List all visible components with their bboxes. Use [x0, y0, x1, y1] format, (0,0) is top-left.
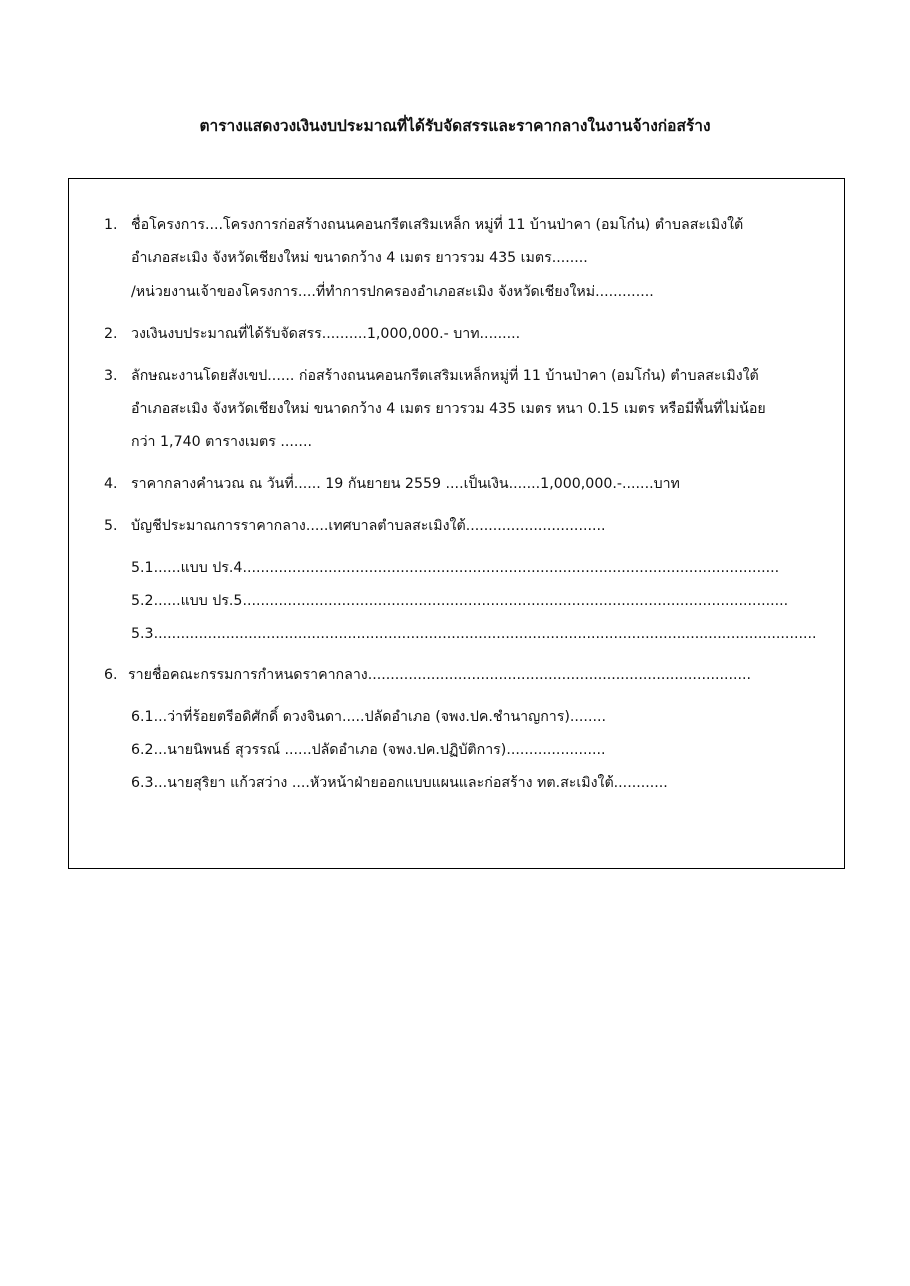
item-4-number: 4.	[104, 476, 118, 492]
item-1-number: 1.	[104, 217, 118, 233]
page-title: ตารางแสดงวงเงินงบประมาณที่ได้รับจัดสรรและราคากลางในงานจ้างก่อสร้าง	[199, 117, 711, 135]
item-3-number: 3.	[104, 368, 118, 384]
item-6-3: 6.3...นายสุริยา แก้วสว่าง ....หัวหน้าฝ่ายออกแบบแผนและก่อสร้าง ทต.สะเมิงใต้............	[131, 775, 668, 791]
item-5-number: 5.	[104, 518, 118, 534]
item-6-label: รายชื่อคณะกรรมการกำหนดราคากลาง.....................................................................................	[128, 667, 752, 683]
item-3-line-3: กว่า 1,740 ตารางเมตร .......	[131, 434, 312, 450]
item-4-line-1: ราคากลางคำนวณ ณ วันที่...... 19 กันยายน 2559 ....เป็นเงิน.......1,000,000.-.......บาท	[131, 476, 680, 492]
item-5-line-1: บัญชีประมาณการราคากลาง.....เทศบาลตำบลสะเมิงใต้...............................	[131, 518, 606, 534]
item-2-number: 2.	[104, 326, 118, 342]
item-1-line-1: ชื่อโครงการ....โครงการก่อสร้างถนนคอนกรีตเสริมเหล็ก หมู่ที่ 11 บ้านป่าคา (อมโก๋น) ตำบลสะเมิงใต้	[131, 217, 744, 233]
item-6-2: 6.2...นายนิพนธ์ สุวรรณ์ ......ปลัดอำเภอ (จพง.ปค.ปฏิบัติการ)......................	[131, 742, 606, 758]
item-3-line-1: ลักษณะงานโดยสังเขป...... ก่อสร้างถนนคอนกรีตเสริมเหล็กหมู่ที่ 11 บ้านป่าคา (อมโก๋น) ตำบลสะเมิงใต้	[131, 368, 759, 384]
item-5-2: 5.2......แบบ ปร.5.........................................................................................................................	[131, 593, 789, 609]
item-6-number: 6.	[104, 667, 118, 683]
item-2-line-1: วงเงินงบประมาณที่ได้รับจัดสรร..........1,000,000.- บาท.........	[131, 326, 521, 342]
item-6-1: 6.1...ว่าที่ร้อยตรีอดิศักดิ์ ดวงจินดา.....ปลัดอำเภอ (จพง.ปค.ชำนาญการ)........	[131, 709, 606, 725]
item-1-line-2: อำเภอสะเมิง จังหวัดเชียงใหม่ ขนาดกว้าง 4 เมตร ยาวรวม 435 เมตร........	[131, 250, 588, 266]
item-1-line-3: /หน่วยงานเจ้าของโครงการ....ที่ทำการปกครองอำเภอสะเมิง จังหวัดเชียงใหม่.............	[131, 284, 654, 300]
item-5-3: 5.3...................................................................................................................................................	[131, 626, 817, 642]
item-5-1: 5.1......แบบ ปร.4.......................................................................................................................	[131, 560, 780, 576]
item-3-line-2: อำเภอสะเมิง จังหวัดเชียงใหม่ ขนาดกว้าง 4 เมตร ยาวรวม 435 เมตร หนา 0.15 เมตร หรือมีพื้นที่ไม่น้อย	[131, 401, 766, 417]
